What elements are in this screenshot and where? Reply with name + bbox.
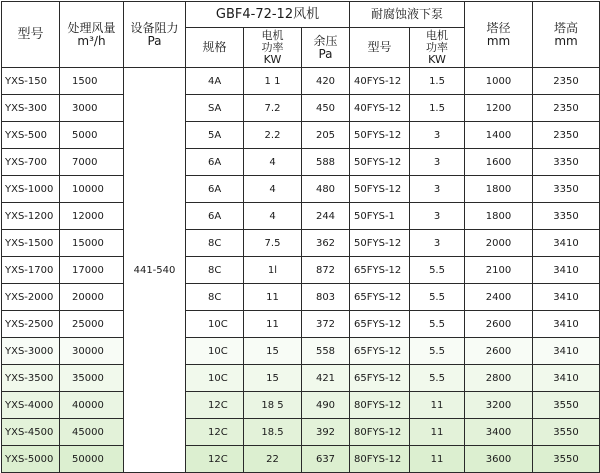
- cell-pump-power: 5.5: [410, 365, 465, 392]
- cell-pump-power: 3: [410, 230, 465, 257]
- cell-pump-model: 50FYS-12: [350, 122, 410, 149]
- header-tower-diameter: [465, 2, 533, 68]
- header-airflow: [60, 2, 124, 68]
- header-pump-model: [350, 28, 410, 68]
- cell-pump-model: 50FYS-12: [350, 230, 410, 257]
- table-row: [2, 149, 600, 176]
- cell-fan-pressure: 420: [302, 68, 350, 95]
- table-row: [2, 284, 600, 311]
- cell-fan-pressure: 588: [302, 149, 350, 176]
- cell-fan-pressure: 421: [302, 365, 350, 392]
- cell-pump-power: 3: [410, 149, 465, 176]
- cell-fan-pressure: 558: [302, 338, 350, 365]
- cell-pump-power: 5.5: [410, 311, 465, 338]
- cell-pump-power: 3: [410, 176, 465, 203]
- header-fan-spec-label: 规格: [202, 40, 227, 54]
- cell-model: YXS-2000: [2, 284, 60, 311]
- cell-fan-spec: 12C: [186, 419, 244, 446]
- header-pump-power: [410, 28, 465, 68]
- cell-airflow: 3000: [60, 95, 124, 122]
- cell-tower-height: 2350: [533, 122, 600, 149]
- cell-tower-height: 3410: [533, 230, 600, 257]
- cell-fan-power: 22: [244, 446, 302, 473]
- cell-model: YXS-4000: [2, 392, 60, 419]
- cell-fan-spec: 6A: [186, 203, 244, 230]
- header-resistance-unit: Pa: [147, 33, 162, 48]
- cell-pump-model: 80FYS-12: [350, 446, 410, 473]
- cell-fan-power: 2.2: [244, 122, 302, 149]
- cell-fan-spec: 12C: [186, 446, 244, 473]
- cell-pump-power: 1.5: [410, 95, 465, 122]
- table-row: [2, 446, 600, 473]
- cell-pump-power: 5.5: [410, 338, 465, 365]
- cell-fan-spec: 8C: [186, 230, 244, 257]
- cell-model: YXS-1200: [2, 203, 60, 230]
- spec-table: [1, 1, 600, 473]
- cell-tower-diameter: 1600: [465, 149, 533, 176]
- table-row: [2, 122, 600, 149]
- cell-fan-pressure: 803: [302, 284, 350, 311]
- cell-fan-power: 7.5: [244, 230, 302, 257]
- cell-fan-pressure: 872: [302, 257, 350, 284]
- cell-fan-power: 18.5: [244, 419, 302, 446]
- header-fan-power-line1: 电机: [261, 28, 284, 42]
- spec-table-page: [0, 1, 600, 464]
- header-tower-height-unit: mm: [554, 33, 578, 48]
- cell-model: YXS-3500: [2, 365, 60, 392]
- cell-fan-power: 7.2: [244, 95, 302, 122]
- cell-tower-height: 3410: [533, 365, 600, 392]
- cell-model: YXS-1700: [2, 257, 60, 284]
- header-resistance: [124, 2, 186, 68]
- cell-tower-diameter: 2600: [465, 311, 533, 338]
- cell-pump-model: 40FYS-12: [350, 68, 410, 95]
- cell-pump-model: 80FYS-12: [350, 419, 410, 446]
- cell-fan-spec: 6A: [186, 176, 244, 203]
- cell-fan-power: 4: [244, 149, 302, 176]
- cell-pump-power: 3: [410, 122, 465, 149]
- cell-tower-diameter: 1400: [465, 122, 533, 149]
- cell-tower-diameter: 2600: [465, 338, 533, 365]
- cell-fan-spec: SA: [186, 95, 244, 122]
- table-row: [2, 230, 600, 257]
- cell-pump-power: 5.5: [410, 284, 465, 311]
- cell-airflow: 50000: [60, 446, 124, 473]
- cell-tower-diameter: 2100: [465, 257, 533, 284]
- cell-airflow: 15000: [60, 230, 124, 257]
- cell-tower-height: 3550: [533, 392, 600, 419]
- cell-tower-diameter: 3600: [465, 446, 533, 473]
- cell-fan-pressure: 244: [302, 203, 350, 230]
- cell-tower-height: 2350: [533, 95, 600, 122]
- cell-pump-power: 1.5: [410, 68, 465, 95]
- cell-airflow: 40000: [60, 392, 124, 419]
- header-fan-power: [244, 28, 302, 68]
- cell-model: YXS-1500: [2, 230, 60, 257]
- cell-pump-power: 5.5: [410, 257, 465, 284]
- cell-pump-power: 11: [410, 392, 465, 419]
- header-model: [2, 2, 60, 68]
- cell-pump-model: 65FYS-12: [350, 338, 410, 365]
- cell-fan-pressure: 205: [302, 122, 350, 149]
- table-row: [2, 311, 600, 338]
- cell-model: YXS-700: [2, 149, 60, 176]
- header-tower-diameter-unit: mm: [486, 33, 511, 48]
- cell-model: YXS-3000: [2, 338, 60, 365]
- cell-fan-spec: 4A: [186, 68, 244, 95]
- cell-model: YXS-5000: [2, 446, 60, 473]
- cell-fan-pressure: 450: [302, 95, 350, 122]
- cell-pump-model: 80FYS-12: [350, 392, 410, 419]
- cell-fan-power: 4: [244, 176, 302, 203]
- cell-model: YXS-500: [2, 122, 60, 149]
- header-fan-pressure: [302, 28, 350, 68]
- cell-airflow: 12000: [60, 203, 124, 230]
- cell-fan-spec: 5A: [186, 122, 244, 149]
- cell-tower-height: 3410: [533, 257, 600, 284]
- cell-tower-height: 3350: [533, 203, 600, 230]
- table-row: [2, 95, 600, 122]
- header-fan-power-unit: KW: [263, 52, 282, 66]
- cell-tower-diameter: 1800: [465, 176, 533, 203]
- cell-tower-height: 3410: [533, 338, 600, 365]
- cell-airflow: 1500: [60, 68, 124, 95]
- cell-airflow: 7000: [60, 149, 124, 176]
- cell-airflow: 10000: [60, 176, 124, 203]
- cell-tower-diameter: 2400: [465, 284, 533, 311]
- cell-tower-height: 3410: [533, 311, 600, 338]
- cell-tower-diameter: 2000: [465, 230, 533, 257]
- cell-tower-diameter: 1000: [465, 68, 533, 95]
- table-row: [2, 68, 600, 95]
- header-pump-model-label: 型号: [367, 40, 392, 54]
- cell-airflow: 30000: [60, 338, 124, 365]
- cell-tower-diameter: 1800: [465, 203, 533, 230]
- cell-model: YXS-300: [2, 95, 60, 122]
- cell-tower-height: 3350: [533, 149, 600, 176]
- cell-tower-height: 3350: [533, 176, 600, 203]
- cell-tower-height: 3410: [533, 284, 600, 311]
- header-pump-power-line1: 电机: [426, 28, 449, 42]
- table-body: [2, 68, 600, 473]
- header-pump-power-unit: KW: [428, 52, 446, 66]
- cell-airflow: 17000: [60, 257, 124, 284]
- header-airflow-unit: m³/h: [77, 33, 106, 48]
- cell-fan-pressure: 372: [302, 311, 350, 338]
- cell-pump-power: 3: [410, 203, 465, 230]
- header-tower-diameter-label: 塔径: [486, 20, 511, 35]
- cell-pump-power: 11: [410, 419, 465, 446]
- header-fan-group-label: GBF4-72-12风机: [215, 7, 320, 22]
- cell-fan-spec: 6A: [186, 149, 244, 176]
- cell-tower-diameter: 1200: [465, 95, 533, 122]
- header-pump-power-line2: 功率: [426, 40, 449, 54]
- header-tower-height: [533, 2, 600, 68]
- cell-pump-model: 50FYS-1: [350, 203, 410, 230]
- cell-fan-power: 11: [244, 284, 302, 311]
- header-fan-group: [186, 2, 350, 28]
- cell-fan-power: 15: [244, 365, 302, 392]
- cell-fan-pressure: 480: [302, 176, 350, 203]
- cell-fan-power: 15: [244, 338, 302, 365]
- header-pump-group: [350, 2, 465, 28]
- cell-fan-spec: 8C: [186, 284, 244, 311]
- cell-airflow: 20000: [60, 284, 124, 311]
- cell-tower-height: 2350: [533, 68, 600, 95]
- table-row: [2, 338, 600, 365]
- table-row: [2, 392, 600, 419]
- cell-fan-power: 1l: [244, 257, 302, 284]
- cell-pump-model: 65FYS-12: [350, 284, 410, 311]
- cell-fan-spec: 10C: [186, 365, 244, 392]
- cell-pump-model: 65FYS-12: [350, 311, 410, 338]
- cell-tower-height: 3550: [533, 419, 600, 446]
- header-model-label: 型号: [17, 27, 44, 42]
- cell-fan-spec: 10C: [186, 311, 244, 338]
- cell-fan-spec: 12C: [186, 392, 244, 419]
- cell-pump-model: 40FYS-12: [350, 95, 410, 122]
- cell-fan-power: 11: [244, 311, 302, 338]
- header-tower-height-label: 塔高: [554, 20, 579, 35]
- cell-pump-power: 11: [410, 446, 465, 473]
- cell-pump-model: 65FYS-12: [350, 257, 410, 284]
- cell-tower-height: 3550: [533, 446, 600, 473]
- cell-model: YXS-2500: [2, 311, 60, 338]
- cell-airflow: 35000: [60, 365, 124, 392]
- cell-fan-spec: 8C: [186, 257, 244, 284]
- header-fan-pressure-label: 余压: [313, 33, 338, 48]
- cell-tower-diameter: 3400: [465, 419, 533, 446]
- cell-airflow: 45000: [60, 419, 124, 446]
- table-row: [2, 176, 600, 203]
- table-row: [2, 203, 600, 230]
- cell-pump-model: 50FYS-12: [350, 149, 410, 176]
- header-airflow-label: 处理风量: [67, 20, 116, 35]
- table-row: [2, 365, 600, 392]
- cell-airflow: 25000: [60, 311, 124, 338]
- cell-fan-power: 1 1: [244, 68, 302, 95]
- cell-model: YXS-4500: [2, 419, 60, 446]
- cell-fan-pressure: 362: [302, 230, 350, 257]
- header-fan-pressure-unit: Pa: [318, 46, 333, 61]
- cell-fan-pressure: 392: [302, 419, 350, 446]
- cell-model: YXS-150: [2, 68, 60, 95]
- cell-tower-diameter: 3200: [465, 392, 533, 419]
- cell-resistance-shared: 441-540: [124, 68, 186, 473]
- cell-fan-power: 4: [244, 203, 302, 230]
- cell-fan-pressure: 490: [302, 392, 350, 419]
- cell-airflow: 5000: [60, 122, 124, 149]
- header-pump-group-label: 耐腐蚀液下泵: [371, 7, 444, 21]
- cell-tower-diameter: 2800: [465, 365, 533, 392]
- cell-fan-pressure: 637: [302, 446, 350, 473]
- table-row: [2, 419, 600, 446]
- cell-pump-model: 65FYS-12: [350, 365, 410, 392]
- table-row: [2, 257, 600, 284]
- cell-fan-spec: 10C: [186, 338, 244, 365]
- header-resistance-label: 设备阻力: [130, 20, 179, 35]
- cell-pump-model: 50FYS-12: [350, 176, 410, 203]
- cell-fan-power: 18 5: [244, 392, 302, 419]
- cell-model: YXS-1000: [2, 176, 60, 203]
- header-fan-power-line2: 功率: [261, 40, 284, 54]
- header-fan-spec: [186, 28, 244, 68]
